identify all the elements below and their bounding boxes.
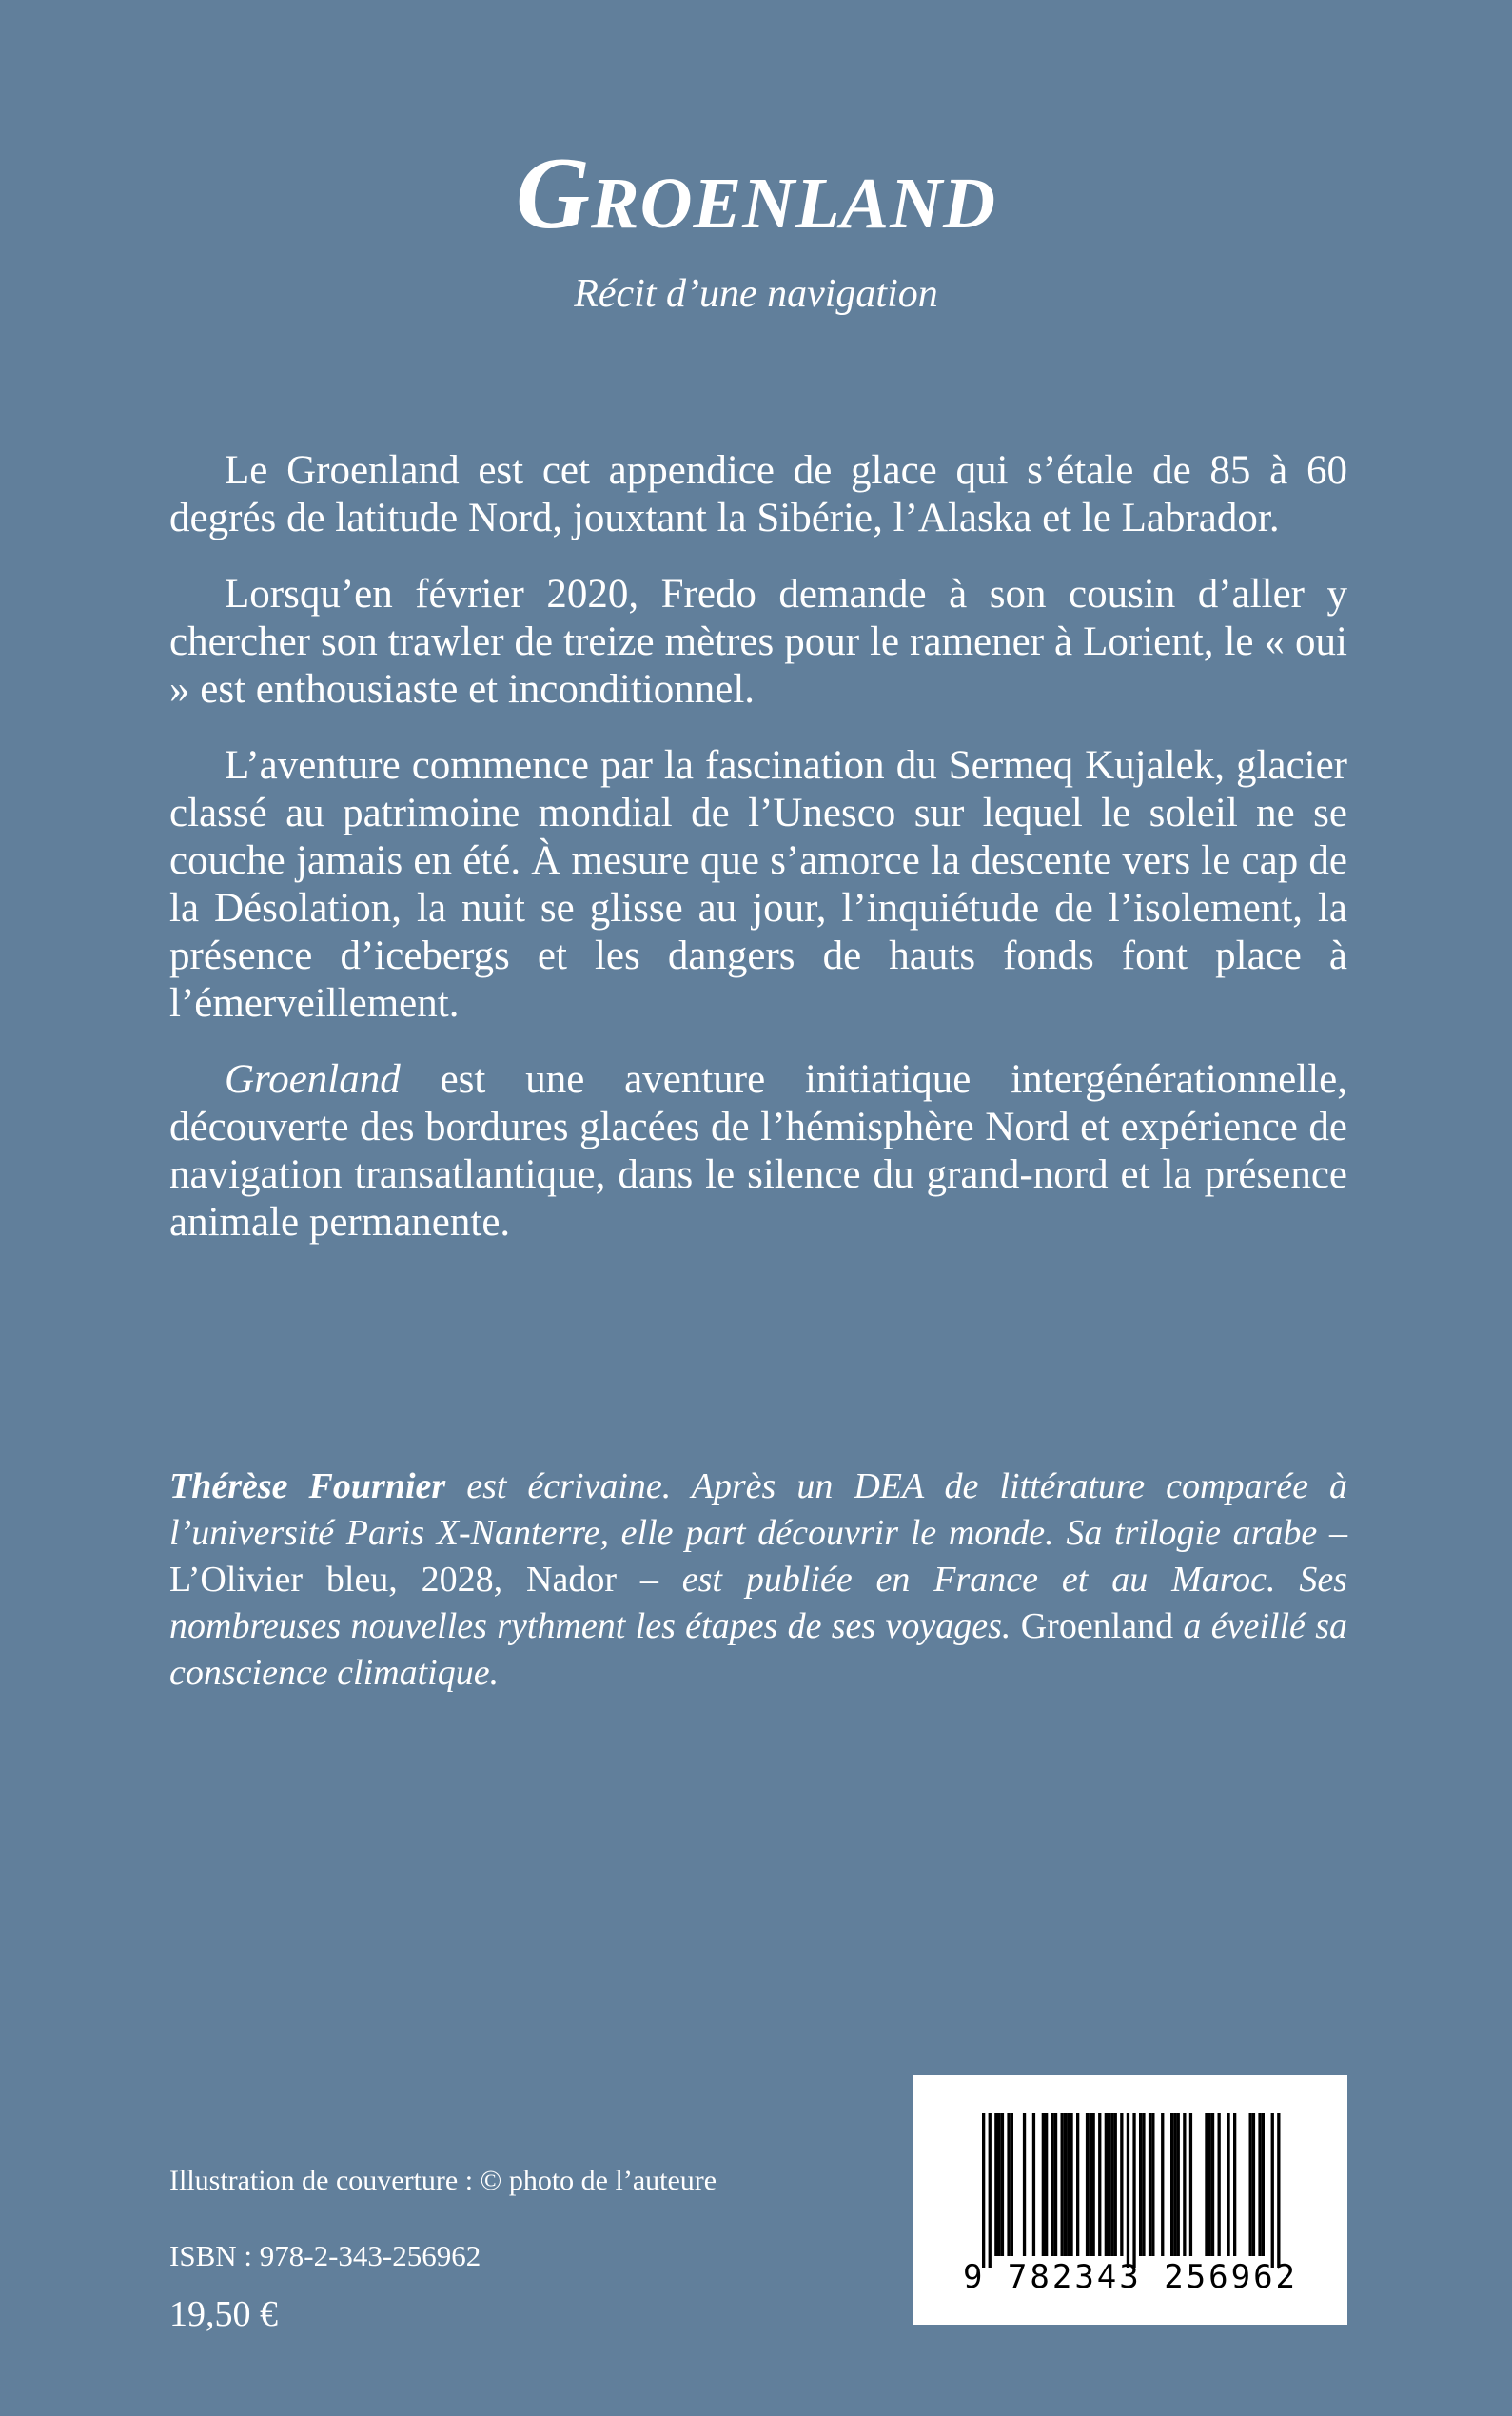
barcode-bar — [1262, 2113, 1265, 2256]
barcode-bar — [1120, 2113, 1123, 2256]
bio-text: – est publiée en France et au Maroc. Ses nombreuses nouvelles rythment les étapes de ses voyages. — [169, 1560, 1347, 1646]
blurb-title-reference: Groenland — [225, 1057, 401, 1102]
blurb-paragraph: L’aventure commence par la fascination du Sermeq Kujalek, glacier classé au patrimoine mondial de l’Unesco sur lequel le soleil ne se couche jamais en été. À mesure que s’amorce la descente vers le cap de la Désolation, la nuit se glisse au jour, l’inquiétude de l’isolement, la présence d’icebergs et les dangers de hauts fonds font place à l’émerveillement. — [169, 743, 1347, 1026]
barcode-bar — [1149, 2113, 1151, 2256]
barcode-bar — [1271, 2113, 1274, 2268]
barcode-bar — [1170, 2113, 1173, 2256]
blurb-paragraph — [169, 1056, 1347, 1247]
book-subtitle: Récit d’une navigation — [574, 272, 938, 316]
barcode-bar — [1086, 2113, 1089, 2256]
barcode-bar — [1161, 2113, 1164, 2256]
cover-credit: Illustration de couverture : © photo de l’auteure — [169, 2165, 717, 2196]
barcode-bar — [1173, 2113, 1176, 2256]
book-reference: Groenland — [1020, 1606, 1174, 1646]
barcode-bar — [1227, 2113, 1229, 2256]
isbn: ISBN : 978-2-343-256962 — [169, 2239, 481, 2272]
barcode-bar — [1061, 2113, 1064, 2256]
barcode-bar — [1189, 2113, 1192, 2256]
barcode-bar — [1064, 2113, 1067, 2256]
book-reference: L’Olivier bleu, 2028, Nador — [169, 1560, 618, 1600]
barcode-bar — [1114, 2113, 1117, 2256]
barcode-number: 9 782343 256962 — [962, 2258, 1299, 2296]
barcode-bar — [1132, 2113, 1135, 2268]
blurb-text: est une aventure initiatique intergénérationnelle, découverte des bordures glacées de l’hémisphère Nord et expérience de navigation transatlantique, dans le silence du grand-nord et la présence animale permanente. — [169, 1057, 1347, 1245]
barcode-bar — [1110, 2113, 1113, 2256]
barcode-bar — [1252, 2113, 1255, 2256]
barcode-bar — [1045, 2113, 1048, 2256]
barcode-bar — [1108, 2113, 1110, 2256]
barcode-bar — [1142, 2113, 1145, 2256]
barcode-bar — [1054, 2113, 1057, 2256]
barcode-bar — [1205, 2113, 1208, 2256]
barcode-bar — [1151, 2113, 1154, 2256]
barcode-bar — [1001, 2113, 1004, 2256]
price: 19,50 € — [169, 2294, 278, 2334]
barcode-bar — [1032, 2113, 1035, 2256]
barcode-bar — [1098, 2113, 1101, 2256]
barcode-bar — [1089, 2113, 1091, 2256]
barcode-bar — [1177, 2113, 1180, 2256]
barcode-bar — [1208, 2113, 1211, 2256]
barcode-bar — [1233, 2113, 1236, 2256]
barcode-bar — [982, 2113, 985, 2268]
barcode-bar — [1218, 2113, 1221, 2256]
barcode-bar — [1042, 2113, 1045, 2256]
barcode-bar — [989, 2113, 992, 2268]
barcode-bar — [994, 2113, 997, 2256]
barcode-bar — [1023, 2113, 1026, 2256]
barcode-bar — [1051, 2113, 1054, 2256]
blurb-paragraph: Le Groenland est cet appendice de glace qui s’étale de 85 à 60 degrés de latitude Nord, jouxtant la Sibérie, l’Alaska et le Labrador. — [169, 448, 1347, 540]
blurb — [169, 447, 1347, 1275]
barcode-bar — [1070, 2113, 1072, 2256]
barcode-bar — [1127, 2113, 1129, 2268]
barcode-bar — [1277, 2113, 1280, 2268]
barcode-bar — [1076, 2113, 1079, 2256]
barcode-bar — [1183, 2113, 1186, 2256]
bio-text: a éveillé sa conscience climatique. — [169, 1606, 1347, 1693]
barcode-bar — [1258, 2113, 1261, 2256]
barcode-bar — [1067, 2113, 1070, 2256]
barcode-bar — [998, 2113, 1001, 2256]
barcode-bar — [1249, 2113, 1252, 2256]
barcode-bar — [1105, 2113, 1108, 2256]
author-bio — [169, 1463, 1347, 1697]
book-title: Groenland — [515, 137, 997, 250]
barcode — [913, 2075, 1347, 2325]
blurb-paragraph: Lorsqu’en février 2020, Fredo demande à son cousin d’aller y chercher son trawler de treize mètres pour le ramener à Lorient, le « oui » est enthousiaste et inconditionnel. — [169, 572, 1347, 712]
barcode-bar — [1139, 2113, 1142, 2256]
barcode-bar — [1007, 2113, 1010, 2256]
author-name: Thérèse Fournier — [169, 1466, 446, 1506]
barcode-bar — [1092, 2113, 1095, 2256]
barcode-bar — [1211, 2113, 1214, 2256]
bio-text: est écrivaine. Après un DEA de littérature comparée à l’université Paris X-Nanterre, elle part découvrir le monde. Sa trilogie arabe – — [169, 1466, 1348, 1553]
barcode-bar — [1011, 2113, 1013, 2256]
